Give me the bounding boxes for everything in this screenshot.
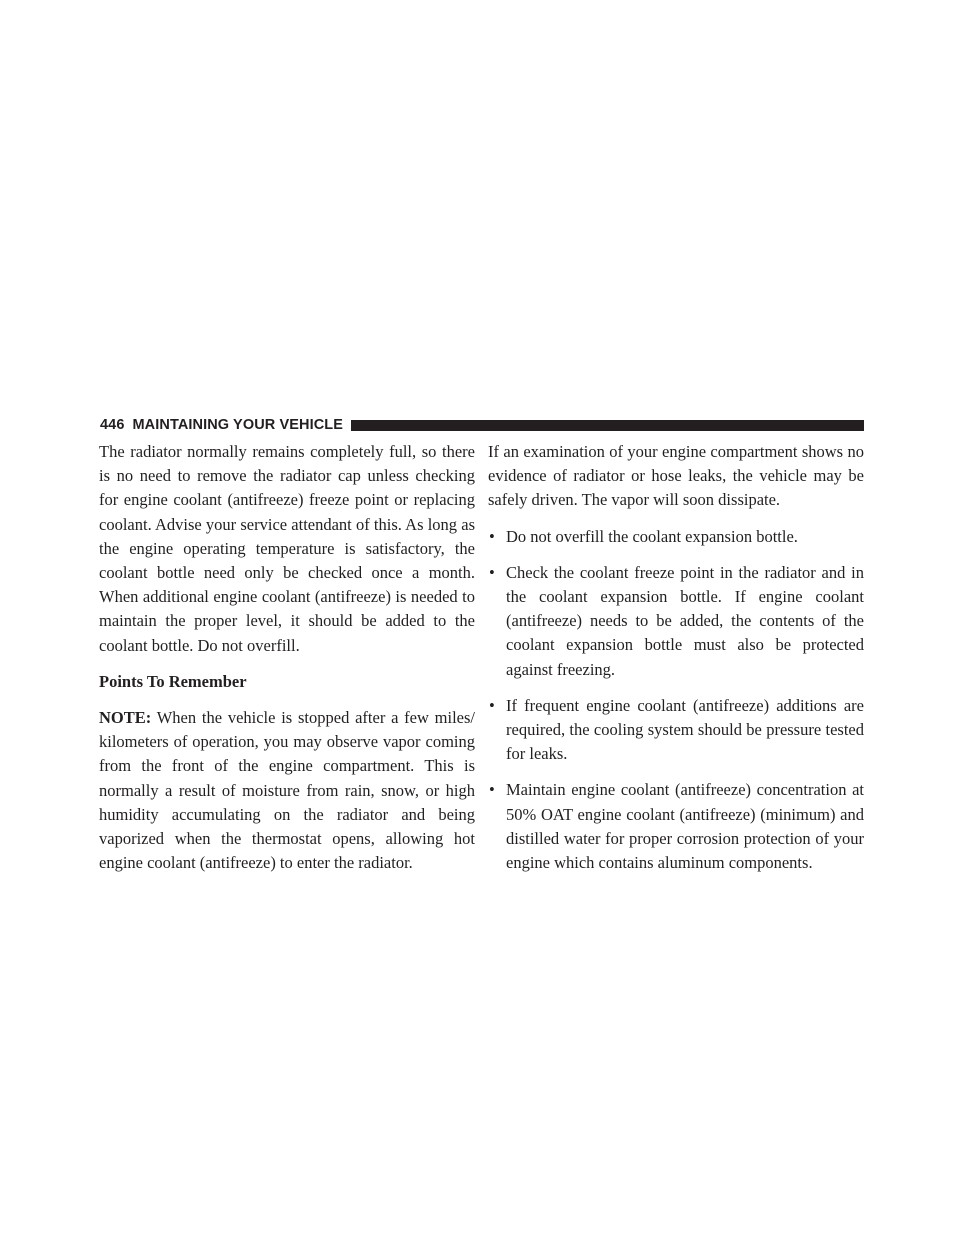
vapor-paragraph: If an examination of your engine compartment shows no evidence of radiator or hose leaks, the vehicle may be safely driven. The vapor will soon dissipate.: [488, 442, 864, 510]
section-title: MAINTAINING YOUR VEHICLE: [132, 417, 344, 433]
list-item-text: Do not overfill the coolant expansion bottle.: [506, 526, 798, 546]
page-number: 446: [100, 417, 125, 433]
list-item: [488, 694, 864, 767]
bullet-icon: •: [489, 695, 495, 715]
header-rule: [351, 420, 864, 431]
bullet-icon: •: [489, 526, 495, 546]
bullet-icon: •: [489, 780, 495, 800]
note-text: When the vehicle is stopped after a few miles/ kilometers of operation, you may observe vapor coming from the front of the engine compartment. This is normally a result of moisture from rain, snow, or high humidity accumulating on the radiator and being vaporized when the thermostat opens, allowing hot engine coolant (antifreeze) to enter the radiator.: [99, 708, 475, 873]
list-item: [488, 778, 864, 875]
note-label: NOTE:: [99, 708, 152, 728]
right-column: [488, 440, 864, 887]
list-item-text: If frequent engine coolant (antifreeze) additions are required, the cooling system should be pressure tested for leaks.: [506, 695, 864, 764]
note-paragraph: [99, 706, 475, 875]
section-subheading: Points To Remember: [99, 671, 247, 691]
list-item-text: Maintain engine coolant (antifreeze) concentration at 50% OAT engine coolant (antifreeze) (minimum) and distilled water for proper corrosion protection of your engine which contains aluminum components.: [506, 780, 864, 873]
left-column: [99, 440, 475, 887]
list-item-text: Check the coolant freeze point in the radiator and in the coolant expansion bottle. If engine coolant (antifreeze) needs to be added, the contents of the coolant expansion bottle must also be protected against freezing.: [506, 562, 864, 679]
points-list: [488, 525, 864, 876]
list-item: [488, 561, 864, 682]
page-header: [100, 414, 864, 436]
bullet-icon: •: [489, 562, 495, 582]
list-item: [488, 525, 864, 549]
intro-paragraph: The radiator normally remains completely full, so there is no need to remove the radiator cap unless checking for engine coolant (antifreeze) freeze point or replacing coolant. Advise your service attendant of this. As long as the engine operating temperature is satisfactory, the coolant bottle need only be checked once a month. When additional engine coolant (antifreeze) is needed to maintain the proper level, it should be added to the coolant bottle. Do not overfill.: [99, 442, 475, 655]
